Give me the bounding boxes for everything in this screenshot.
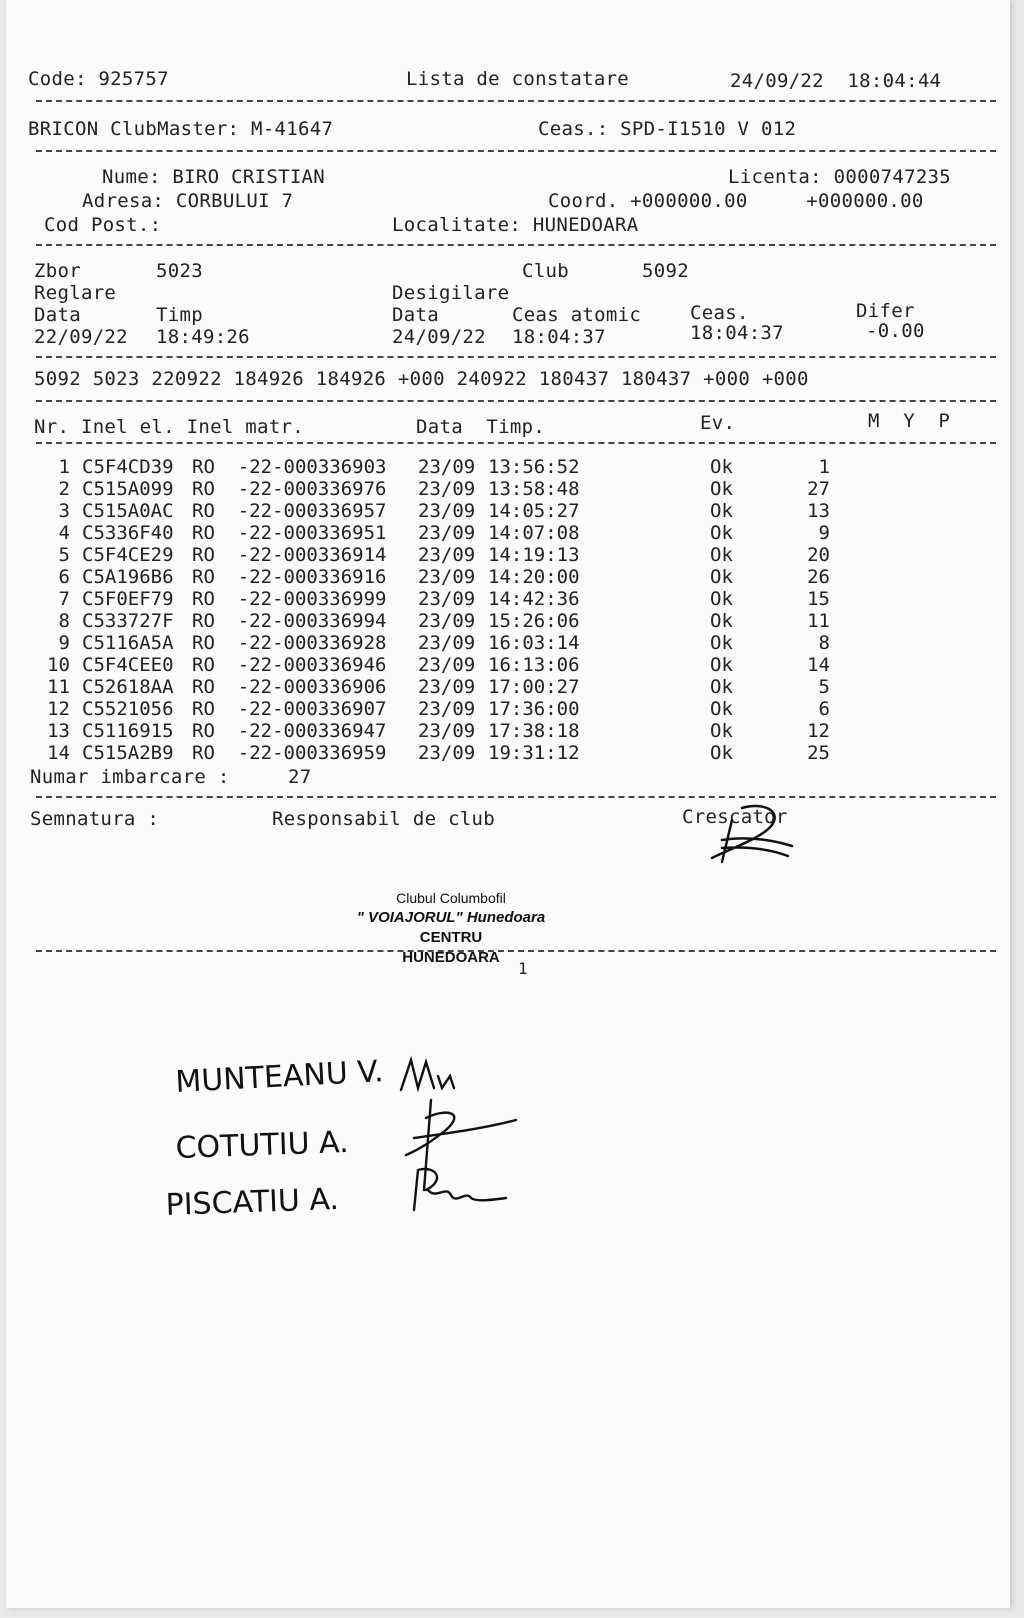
cell-data: 23/09 (418, 610, 476, 632)
owner-locality: Localitate: HUNEDOARA (392, 214, 639, 236)
cell-n: 14 (807, 654, 830, 676)
stamp-line-3: CENTRU (419, 929, 483, 946)
cell-timp: 16:13:06 (488, 654, 580, 676)
cell-inel-matr: RO -22-000336951 (192, 522, 387, 544)
cell-inel-el: C533727F (82, 610, 174, 632)
unsealing-label: Desigilare (392, 282, 510, 304)
cell-timp: 14:20:00 (488, 566, 580, 588)
club-stamp (336, 888, 566, 968)
cell-ev: Ok (710, 566, 733, 588)
handwritten-name-1: MUNTEANU V. (174, 1054, 385, 1100)
club-value: 5092 (642, 260, 689, 282)
cell-timp: 14:07:08 (488, 522, 580, 544)
cell-inel-el: C5F0EF79 (82, 588, 174, 610)
cell-timp: 17:38:18 (488, 720, 580, 742)
cell-ev: Ok (710, 522, 733, 544)
cell-data: 23/09 (418, 566, 476, 588)
cell-ev: Ok (710, 544, 733, 566)
table-row (6, 654, 1010, 676)
cell-timp: 14:42:36 (488, 588, 580, 610)
boarding-count-value: 27 (288, 766, 312, 788)
separator (36, 244, 996, 246)
setting-date: 22/09/22 (34, 326, 128, 348)
flight-value: 5023 (156, 260, 203, 282)
cell-data: 23/09 (418, 588, 476, 610)
boarding-count-label: Numar imbarcare : (30, 766, 230, 788)
cell-ev: Ok (710, 478, 733, 500)
cell-nr: 4 (58, 522, 70, 544)
breeder-signature (692, 800, 802, 870)
cell-inel-el: C5F4CD39 (82, 456, 174, 478)
signature-label: Semnatura : (30, 808, 160, 830)
separator (36, 100, 996, 102)
table-header-date-time: Data Timp. (416, 416, 546, 438)
cell-data: 23/09 (418, 478, 476, 500)
cell-n: 12 (807, 720, 830, 742)
setting-date-label: Data (34, 304, 81, 326)
cell-ev: Ok (710, 676, 733, 698)
owner-coordinates: Coord. +000000.00 +000000.00 (548, 190, 924, 212)
table-header-ev: Ev. (700, 412, 736, 434)
breeder-label: Crescator (682, 806, 788, 828)
cell-ev: Ok (710, 698, 733, 720)
printed-report (6, 0, 1010, 1608)
table-row (6, 720, 1010, 742)
cell-nr: 8 (58, 610, 70, 632)
report-title: Lista de constatare (406, 68, 630, 90)
cell-inel-el: C52618AA (82, 676, 174, 698)
cell-inel-el: C5F4CEE0 (82, 654, 174, 676)
cell-n: 13 (807, 500, 830, 522)
cell-ev: Ok (710, 654, 733, 676)
cell-timp: 14:05:27 (488, 500, 580, 522)
cell-inel-matr: RO -22-000336914 (192, 544, 387, 566)
cell-inel-el: C515A2B9 (82, 742, 174, 764)
unsealing-date: 24/09/22 (392, 326, 486, 348)
table-row (6, 544, 1010, 566)
separator (36, 150, 996, 152)
cell-inel-el: C5336F40 (82, 522, 174, 544)
cell-n: 1 (818, 456, 830, 478)
cell-inel-matr: RO -22-000336928 (192, 632, 387, 654)
cell-n: 15 (807, 588, 830, 610)
cell-ev: Ok (710, 500, 733, 522)
table-row (6, 456, 1010, 478)
cell-inel-matr: RO -22-000336959 (192, 742, 387, 764)
cell-data: 23/09 (418, 742, 476, 764)
cell-inel-matr: RO -22-000336957 (192, 500, 387, 522)
cell-inel-el: C5521056 (82, 698, 174, 720)
separator (36, 442, 996, 444)
cell-inel-el: C5116915 (82, 720, 174, 742)
cell-data: 23/09 (418, 522, 476, 544)
club-responsible-label: Responsabil de club (272, 808, 496, 830)
cell-inel-el: C515A099 (82, 478, 174, 500)
clock-time: 18:04:37 (690, 322, 784, 344)
cell-n: 11 (807, 610, 830, 632)
cell-data: 23/09 (418, 456, 476, 478)
table-row (6, 566, 1010, 588)
cell-nr: 1 (58, 456, 70, 478)
setting-label: Reglare (34, 282, 117, 304)
cell-inel-el: C5116A5A (82, 632, 174, 654)
cell-timp: 15:26:06 (488, 610, 580, 632)
table-row (6, 478, 1010, 500)
separator (36, 950, 996, 952)
cell-nr: 12 (47, 698, 70, 720)
cell-ev: Ok (710, 588, 733, 610)
cell-data: 23/09 (418, 632, 476, 654)
stamp-line-1: Clubul Columbofil (396, 890, 506, 906)
table-row (6, 500, 1010, 522)
cell-n: 20 (807, 544, 830, 566)
cell-inel-matr: RO -22-000336947 (192, 720, 387, 742)
clubmaster-id: BRICON ClubMaster: M-41647 (28, 118, 334, 140)
cell-data: 23/09 (418, 698, 476, 720)
cell-data: 23/09 (418, 500, 476, 522)
cell-timp: 14:19:13 (488, 544, 580, 566)
cell-timp: 17:00:27 (488, 676, 580, 698)
owner-address: Adresa: CORBULUI 7 (82, 190, 294, 212)
club-label: Club (522, 260, 569, 282)
setting-time-label: Timp (156, 304, 203, 326)
cell-n: 25 (807, 742, 830, 764)
cell-n: 5 (818, 676, 830, 698)
cell-ev: Ok (710, 632, 733, 654)
report-code: Code: 925757 (28, 68, 169, 90)
cell-n: 9 (818, 522, 830, 544)
table-header-rings: Nr. Inel el. Inel matr. (34, 416, 304, 438)
cell-timp: 17:36:00 (488, 698, 580, 720)
owner-name: Nume: BIRO CRISTIAN (102, 166, 326, 188)
cell-inel-el: C515A0AC (82, 500, 174, 522)
table-row (6, 610, 1010, 632)
summary-line: 5092 5023 220922 184926 184926 +000 240922 180437 180437 +000 +000 (34, 368, 809, 390)
cell-timp: 13:56:52 (488, 456, 580, 478)
owner-postal-code: Cod Post.: (44, 214, 162, 236)
cell-ev: Ok (710, 610, 733, 632)
cell-inel-matr: RO -22-000336907 (192, 698, 387, 720)
cell-n: 26 (807, 566, 830, 588)
clock-id: Ceas.: SPD-I1510 V 012 (538, 118, 797, 140)
atomic-clock-label: Ceas atomic (512, 304, 642, 326)
cell-inel-matr: RO -22-000336994 (192, 610, 387, 632)
difference-value: -0.00 (866, 320, 925, 342)
separator (36, 400, 996, 402)
difference-label: Difer (856, 300, 915, 322)
table-row (6, 742, 1010, 764)
cell-inel-matr: RO -22-000336903 (192, 456, 387, 478)
cell-inel-matr: RO -22-000336976 (192, 478, 387, 500)
cell-nr: 2 (58, 478, 70, 500)
unsealing-date-label: Data (392, 304, 439, 326)
cell-timp: 13:58:48 (488, 478, 580, 500)
table-row (6, 588, 1010, 610)
separator (36, 796, 996, 798)
cell-nr: 10 (47, 654, 70, 676)
cell-data: 23/09 (418, 720, 476, 742)
cell-inel-el: C5F4CE29 (82, 544, 174, 566)
table-row (6, 632, 1010, 654)
cell-nr: 13 (47, 720, 70, 742)
cell-data: 23/09 (418, 654, 476, 676)
cell-inel-el: C5A196B6 (82, 566, 174, 588)
cell-n: 6 (818, 698, 830, 720)
cell-ev: Ok (710, 720, 733, 742)
cell-timp: 16:03:14 (488, 632, 580, 654)
stamp-line-2: " VOIAJORUL" Hunedoara (356, 909, 546, 926)
cell-nr: 6 (58, 566, 70, 588)
cell-inel-matr: RO -22-000336999 (192, 588, 387, 610)
atomic-clock-time: 18:04:37 (512, 326, 606, 348)
cell-nr: 3 (58, 500, 70, 522)
clock-label: Ceas. (690, 302, 749, 324)
table-row (6, 698, 1010, 720)
cell-nr: 5 (58, 544, 70, 566)
setting-time: 18:49:26 (156, 326, 250, 348)
cell-ev: Ok (710, 456, 733, 478)
handwritten-name-3: PISCATIU A. (165, 1181, 340, 1223)
table-row (6, 676, 1010, 698)
cell-data: 23/09 (418, 676, 476, 698)
page-number: 1 (518, 959, 528, 978)
cell-nr: 7 (58, 588, 70, 610)
table-row (6, 522, 1010, 544)
report-datetime: 24/09/22 18:04:44 (730, 70, 942, 92)
cell-nr: 11 (47, 676, 70, 698)
cell-n: 8 (818, 632, 830, 654)
cell-nr: 14 (47, 742, 70, 764)
cell-n: 27 (807, 478, 830, 500)
cell-timp: 19:31:12 (488, 742, 580, 764)
cell-data: 23/09 (418, 544, 476, 566)
cell-inel-matr: RO -22-000336946 (192, 654, 387, 676)
cell-nr: 9 (58, 632, 70, 654)
stamp-line-4: HUNEDOARA (402, 949, 500, 966)
table-header-myp: M Y P (868, 410, 951, 432)
handwritten-signatures (156, 1040, 576, 1240)
cell-ev: Ok (710, 742, 733, 764)
cell-inel-matr: RO -22-000336916 (192, 566, 387, 588)
separator (36, 356, 996, 358)
handwritten-name-2: COTUTIU A. (175, 1124, 350, 1166)
cell-inel-matr: RO -22-000336906 (192, 676, 387, 698)
flight-label: Zbor (34, 260, 81, 282)
owner-license: Licenta: 0000747235 (728, 166, 952, 188)
